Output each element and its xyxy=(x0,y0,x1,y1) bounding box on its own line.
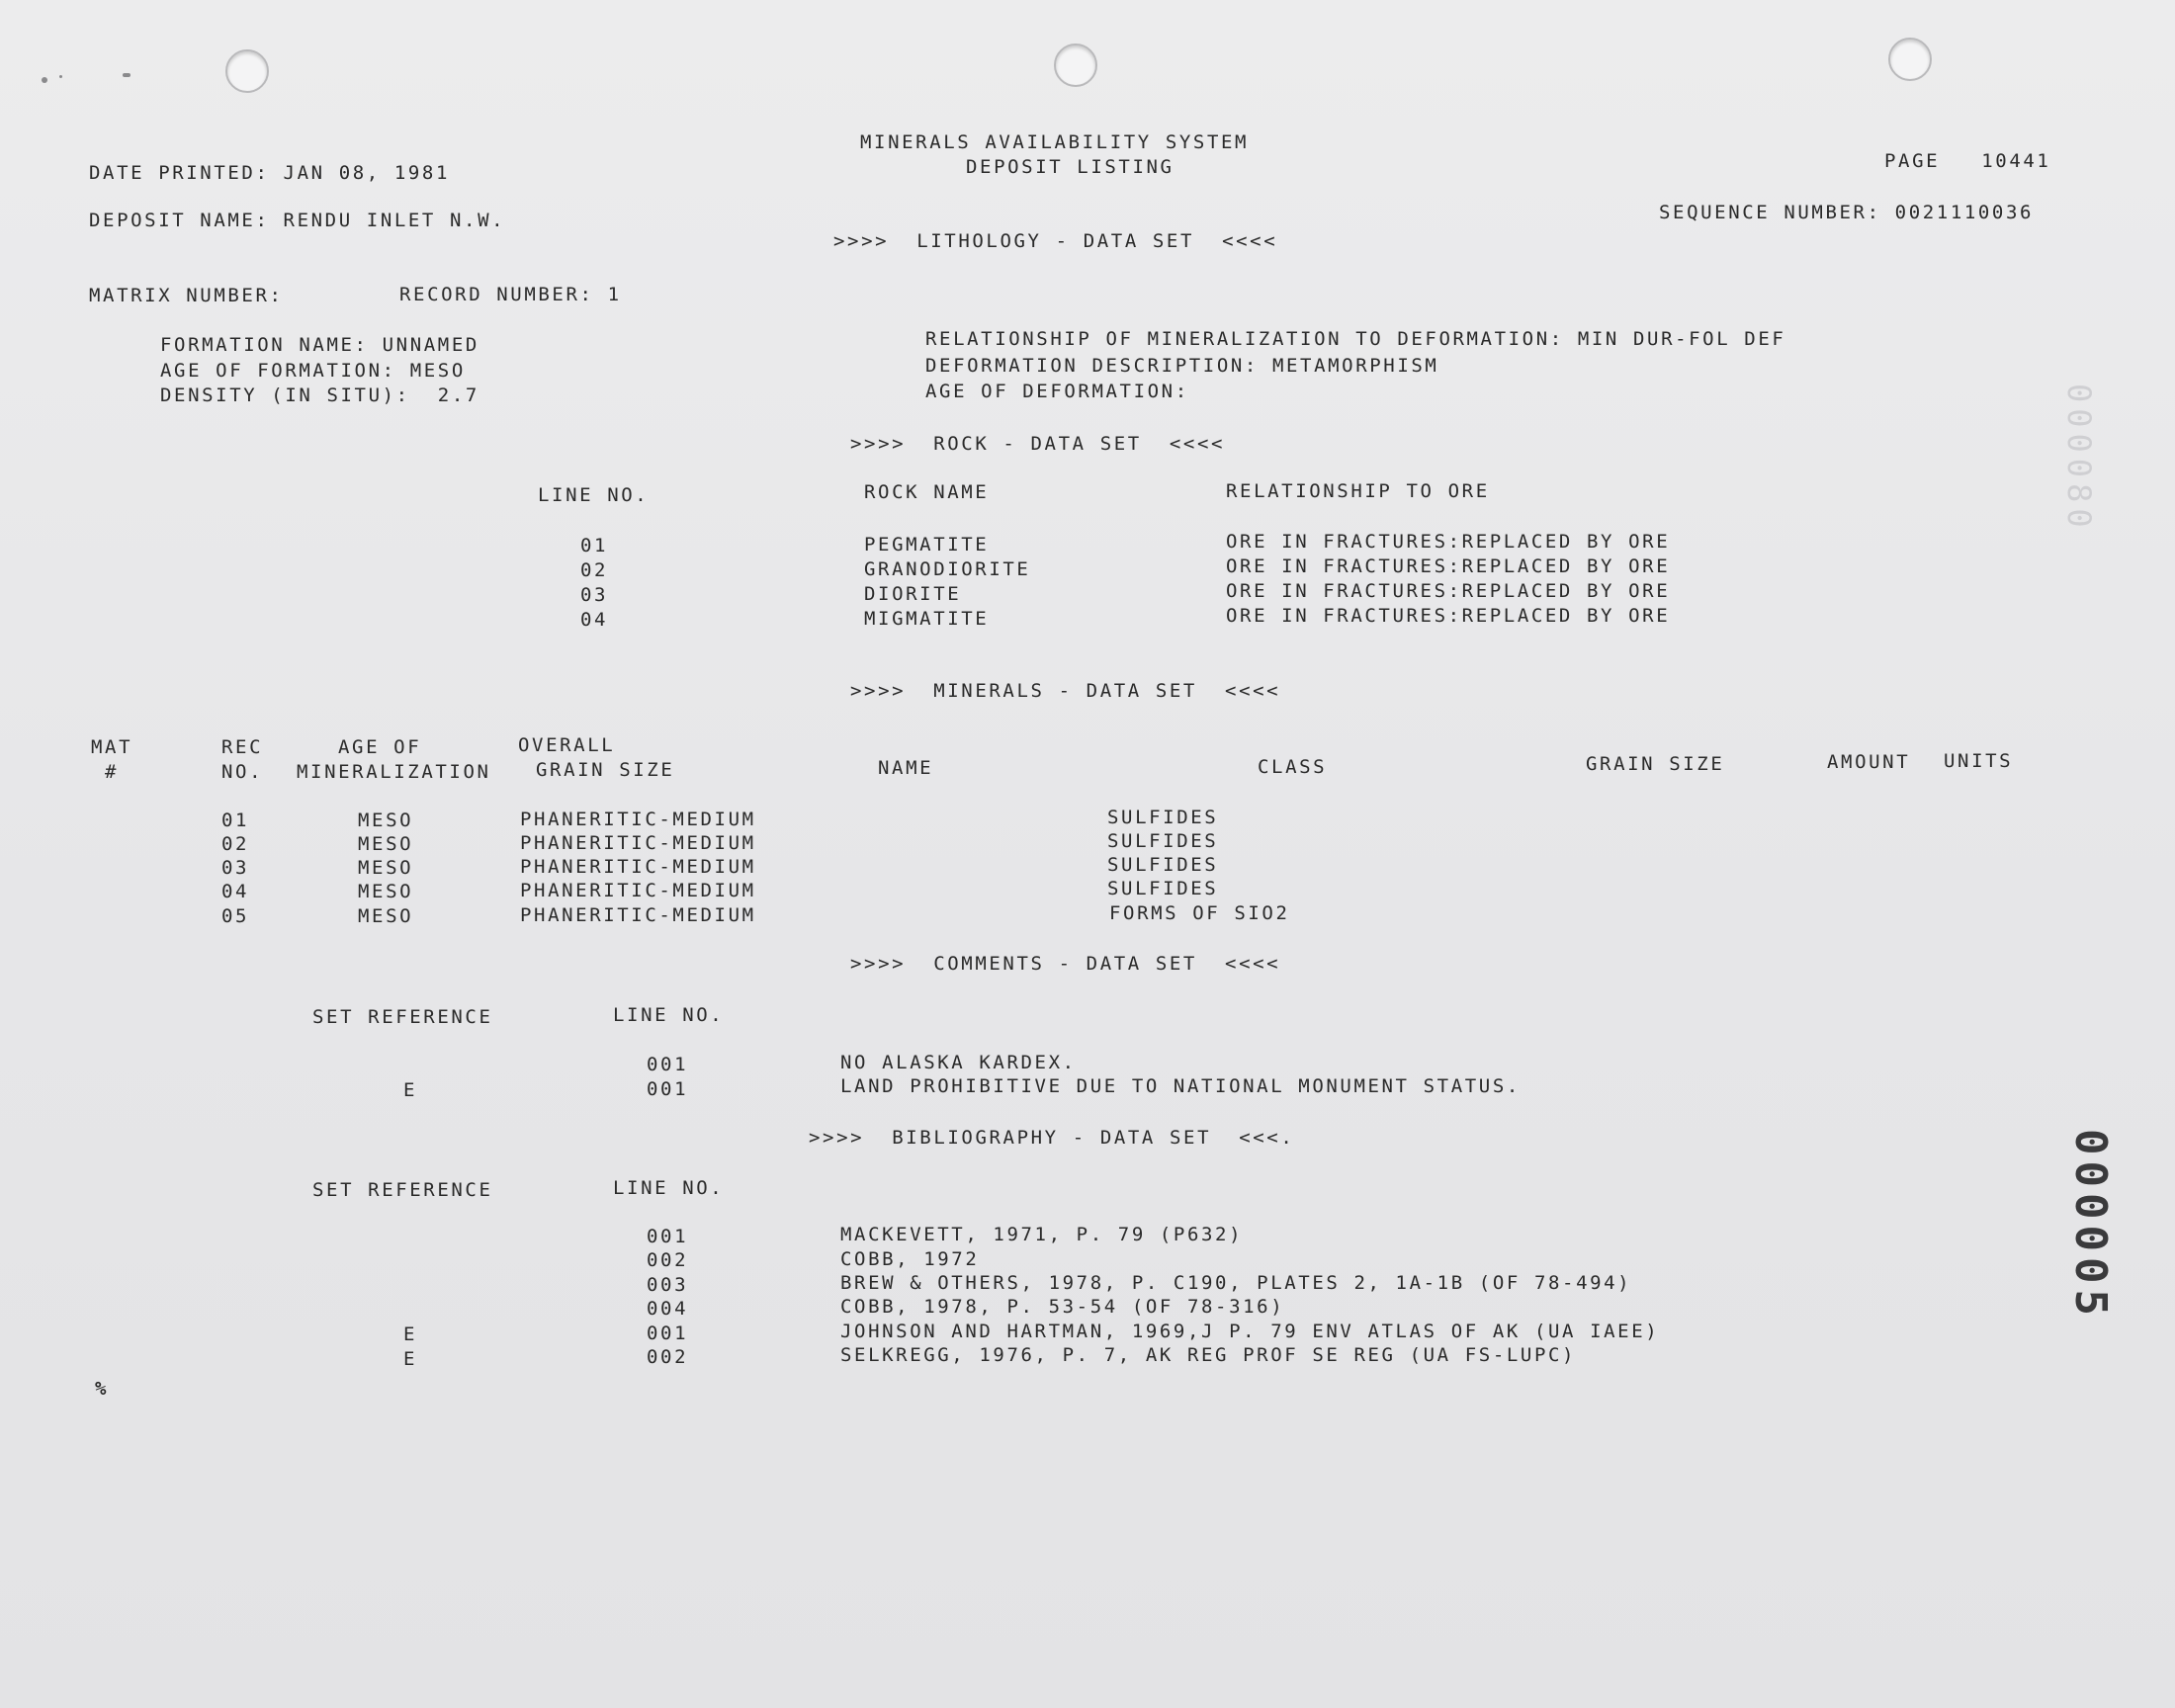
comment-row-line: 001 xyxy=(647,1054,689,1075)
binder-hole-right xyxy=(1888,38,1932,81)
end-marker: % xyxy=(95,1378,110,1400)
bib-row-text: JOHNSON AND HARTMAN, 1969,J P. 79 ENV ATLAS OF AK (UA IAEE) xyxy=(840,1321,1660,1342)
mineral-row-age: MESO xyxy=(358,881,414,902)
mineral-row-grain: PHANERITIC-MEDIUM xyxy=(520,880,756,901)
bib-row-set: E xyxy=(403,1324,418,1345)
bib-row-line: 003 xyxy=(647,1274,689,1296)
comment-row-text: NO ALASKA KARDEX. xyxy=(840,1052,1077,1073)
mineral-row-rec: 03 xyxy=(221,857,250,879)
record-number: RECORD NUMBER: 1 xyxy=(399,284,622,305)
rock-row-line: 02 xyxy=(580,559,609,581)
bib-row-text: COBB, 1978, P. 53-54 (OF 78-316) xyxy=(840,1296,1285,1318)
minerals-col-grain-size: GRAIN SIZE xyxy=(536,759,675,781)
comments-col-set: SET REFERENCE xyxy=(312,1006,493,1028)
mineral-row-grain: PHANERITIC-MEDIUM xyxy=(520,832,756,854)
rock-row-name: GRANODIORITE xyxy=(864,558,1031,580)
sequence-number: SEQUENCE NUMBER: 0021110036 xyxy=(1659,202,2035,223)
mineral-row-class: SULFIDES xyxy=(1107,830,1219,852)
mineral-row-rec: 01 xyxy=(221,810,250,831)
density: DENSITY (IN SITU): 2.7 xyxy=(160,384,479,406)
scan-speck xyxy=(123,73,130,77)
comments-heading: >>>> COMMENTS - DATA SET <<<< xyxy=(850,953,1281,975)
mineral-row-rec: 05 xyxy=(221,905,250,927)
binder-hole-left xyxy=(225,49,269,93)
mineral-row-grain: PHANERITIC-MEDIUM xyxy=(520,904,756,926)
rock-row-line: 03 xyxy=(580,584,609,606)
rock-row-name: MIGMATITE xyxy=(864,608,990,630)
minerals-col-overall: OVERALL xyxy=(518,734,616,756)
mineral-row-age: MESO xyxy=(358,810,414,831)
binder-hole-center xyxy=(1054,43,1097,87)
bibliography-col-line: LINE NO. xyxy=(613,1177,725,1199)
rock-row-relationship: ORE IN FRACTURES:REPLACED BY ORE xyxy=(1226,580,1671,602)
bibliography-heading: >>>> BIBLIOGRAPHY - DATA SET <<<. xyxy=(809,1127,1295,1149)
minerals-col-age: AGE OF xyxy=(338,736,422,758)
page-number: PAGE 10441 xyxy=(1884,150,2051,172)
mineral-row-class: SULFIDES xyxy=(1107,807,1219,828)
lithology-heading: >>>> LITHOLOGY - DATA SET <<<< xyxy=(833,230,1278,252)
bib-row-line: 004 xyxy=(647,1298,689,1320)
scan-speck xyxy=(42,77,47,83)
scan-speck xyxy=(59,75,62,78)
mineral-row-age: MESO xyxy=(358,857,414,879)
frame-number: 000005 xyxy=(2065,1129,2116,1322)
comment-row-text: LAND PROHIBITIVE DUE TO NATIONAL MONUMENT STATUS. xyxy=(840,1075,1521,1097)
mineral-row-age: MESO xyxy=(358,905,414,927)
formation-name: FORMATION NAME: UNNAMED xyxy=(160,334,479,356)
rock-row-name: DIORITE xyxy=(864,583,962,605)
bib-row-line: 002 xyxy=(647,1249,689,1271)
minerals-col-grainsize: GRAIN SIZE xyxy=(1586,753,1725,775)
listing-title: DEPOSIT LISTING xyxy=(966,156,1174,178)
rock-col-relationship: RELATIONSHIP TO ORE xyxy=(1226,480,1490,502)
bib-row-line: 001 xyxy=(647,1323,689,1344)
mineral-row-grain: PHANERITIC-MEDIUM xyxy=(520,856,756,878)
bib-row-text: COBB, 1972 xyxy=(840,1248,980,1270)
comments-col-line: LINE NO. xyxy=(613,1004,725,1026)
bib-row-text: BREW & OTHERS, 1978, P. C190, PLATES 2, 1A-1B (OF 78-494) xyxy=(840,1272,1632,1294)
rock-row-relationship: ORE IN FRACTURES:REPLACED BY ORE xyxy=(1226,605,1671,627)
mineral-row-class: SULFIDES xyxy=(1107,878,1219,899)
comment-row-line: 001 xyxy=(647,1078,689,1100)
minerals-col-rec: REC xyxy=(221,736,264,758)
rock-row-name: PEGMATITE xyxy=(864,534,990,555)
matrix-number: MATRIX NUMBER: xyxy=(89,285,284,306)
bib-row-line: 002 xyxy=(647,1346,689,1368)
rock-col-line: LINE NO. xyxy=(538,484,650,506)
faint-frame-number: 000080 xyxy=(2060,384,2098,534)
rock-row-line: 01 xyxy=(580,535,609,556)
minerals-col-units: UNITS xyxy=(1944,750,2014,772)
rock-row-line: 04 xyxy=(580,609,609,631)
rock-row-relationship: ORE IN FRACTURES:REPLACED BY ORE xyxy=(1226,531,1671,553)
bib-row-line: 001 xyxy=(647,1226,689,1247)
bib-row-set: E xyxy=(403,1348,418,1370)
comment-row-set: E xyxy=(403,1079,418,1101)
bibliography-col-set: SET REFERENCE xyxy=(312,1179,493,1201)
mineral-row-rec: 02 xyxy=(221,833,250,855)
bib-row-text: SELKREGG, 1976, P. 7, AK REG PROF SE REG (UA FS-LUPC) xyxy=(840,1344,1577,1366)
rock-heading: >>>> ROCK - DATA SET <<<< xyxy=(850,433,1226,455)
minerals-col-name: NAME xyxy=(878,757,934,779)
mineral-row-class: FORMS OF SIO2 xyxy=(1109,902,1290,924)
system-title: MINERALS AVAILABILITY SYSTEM xyxy=(860,131,1250,153)
age-of-deformation: AGE OF DEFORMATION: xyxy=(925,381,1189,402)
minerals-col-amount: AMOUNT xyxy=(1827,751,1911,773)
mineral-row-rec: 04 xyxy=(221,881,250,902)
deformation-description: DEFORMATION DESCRIPTION: METAMORPHISM xyxy=(925,355,1439,377)
minerals-col-mat: MAT xyxy=(91,736,133,758)
minerals-col-mat-hash: # xyxy=(105,761,120,783)
minerals-col-class: CLASS xyxy=(1258,756,1328,778)
mineral-row-grain: PHANERITIC-MEDIUM xyxy=(520,809,756,830)
minerals-col-mineralization: MINERALIZATION xyxy=(297,761,491,783)
age-of-formation: AGE OF FORMATION: MESO xyxy=(160,360,466,382)
minerals-heading: >>>> MINERALS - DATA SET <<<< xyxy=(850,680,1281,702)
rock-row-relationship: ORE IN FRACTURES:REPLACED BY ORE xyxy=(1226,555,1671,577)
minerals-col-rec-no: NO. xyxy=(221,761,264,783)
date-printed: DATE PRINTED: JAN 08, 1981 xyxy=(89,162,451,184)
mineral-row-age: MESO xyxy=(358,833,414,855)
deposit-name: DEPOSIT NAME: RENDU INLET N.W. xyxy=(89,210,506,231)
relationship-to-deformation: RELATIONSHIP OF MINERALIZATION TO DEFORMATION: MIN DUR-FOL DEF xyxy=(925,328,1786,350)
mineral-row-class: SULFIDES xyxy=(1107,854,1219,876)
bib-row-text: MACKEVETT, 1971, P. 79 (P632) xyxy=(840,1224,1244,1245)
rock-col-name: ROCK NAME xyxy=(864,481,990,503)
